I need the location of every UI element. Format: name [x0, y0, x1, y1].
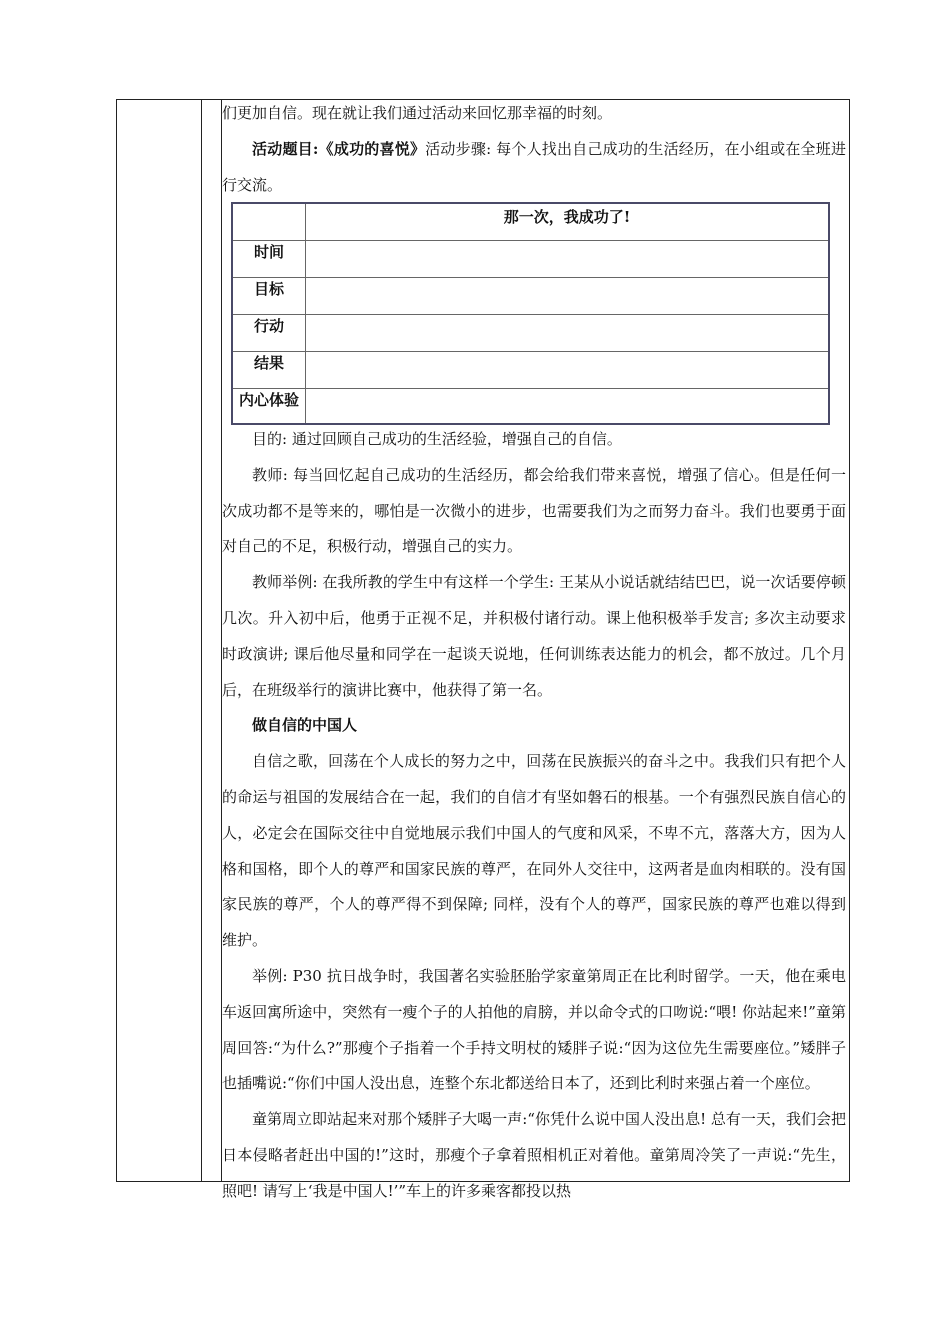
row-label-result: 结果 — [253, 354, 284, 372]
lesson-content — [222, 96, 846, 203]
paragraph: 们更加自信。现在就让我们通过活动来回忆那幸福的时刻。 — [222, 104, 613, 122]
row-label-feeling: 内心体验 — [238, 391, 299, 409]
paragraph-story: 童第周立即站起来对那个矮胖子大喝一声:“你凭什么说中国人没出息! 总有一天，我们会把日本侵略者赶出中国的!”这时，那瘦个子拿着照相机正对着他。童第周冷笑了一声说:“先生，照吧! 请写上‘我是中国人!’”车上的许多乘客都投以热 — [222, 1110, 846, 1200]
paragraph-confidence: 自信之歌，回荡在个人成长的努力之中，回荡在民族振兴的奋斗之中。我我们只有把个人的命运与祖国的发展结合在一起，我们的自信才有坚如磐石的根基。一个有强烈民族自信心的人，必定会在国际交往中自觉地展示我们中国人的气度和风采，不卑不亢，落落大方，因为人格和国格，即个人的尊严和国家民族的尊严，在同外人交往中，这两者是血肉相联的。没有国家民族的尊严，个人的尊严得不到保障; 同样，没有个人的尊严，国家民族的尊严也难以得到维护。 — [222, 752, 846, 950]
table-row-line — [233, 351, 828, 352]
row-label-time: 时间 — [253, 243, 284, 261]
paragraph-example: 举例: P30 抗日战争时，我国著名实验胚胎学家童第周正在比利时留学。一天，他在乘电车返回寓所途中，突然有一瘦个子的人拍他的肩膀，并以命令式的口吻说:“喂! 你站起来!”童第周回答:“为什么?”那瘦个子指着一个手持文明杖的矮胖子说:“因为这位先生需要座位。”矮胖子也插嘴说:“你们中国人没出息，连整个东北都送给日本了，还到比利时来强占着一个座位。 — [222, 966, 846, 1093]
activity-title: 活动题目:《成功的喜悦》 — [252, 139, 426, 158]
table-row-line — [233, 388, 828, 389]
lesson-content-continued — [222, 422, 846, 1210]
activity-table-title: 那一次，我成功了! — [503, 208, 631, 226]
table-row-line — [233, 240, 828, 241]
activity-table — [231, 202, 830, 425]
row-label-action: 行动 — [253, 317, 284, 335]
row-label-goal: 目标 — [253, 280, 284, 298]
column-divider — [201, 100, 202, 1181]
table-row-line — [233, 314, 828, 315]
paragraph-purpose: 目的: 通过回顾自己成功的生活经验，增强自己的自信。 — [252, 430, 622, 448]
activity-paragraph — [222, 132, 846, 204]
table-row-line — [233, 277, 828, 278]
paragraph-teacher: 教师: 每当回忆起自己成功的生活经历，都会给我们带来喜悦，增强了信心。但是任何一次成功都不是等来的，哪怕是一次微小的进步，也需要我们为之而努力奋斗。我们也要勇于面对自己的不足，积极行动，增强自己的实力。 — [222, 465, 846, 556]
activity-steps: 活动步骤: 每个人找出自己成功的生活经历，在小组或在全班进行交流。 — [222, 139, 846, 194]
section-heading: 做自信的中国人 — [252, 716, 358, 735]
paragraph-teacher-example: 教师举例: 在我所教的学生中有这样一个学生: 王某从小说话就结结巴巴，说一次话要停顿几次。升入初中后，他勇于正视不足，并积极付诸行动。课上他积极举手发言; 多次主动要求时政演讲; 课后他尽量和同学在一起谈天说地，任何训练表达能力的机会，都不放过。几个月后，在班级举行的演讲比赛中，他获得了第一名。 — [222, 573, 846, 699]
